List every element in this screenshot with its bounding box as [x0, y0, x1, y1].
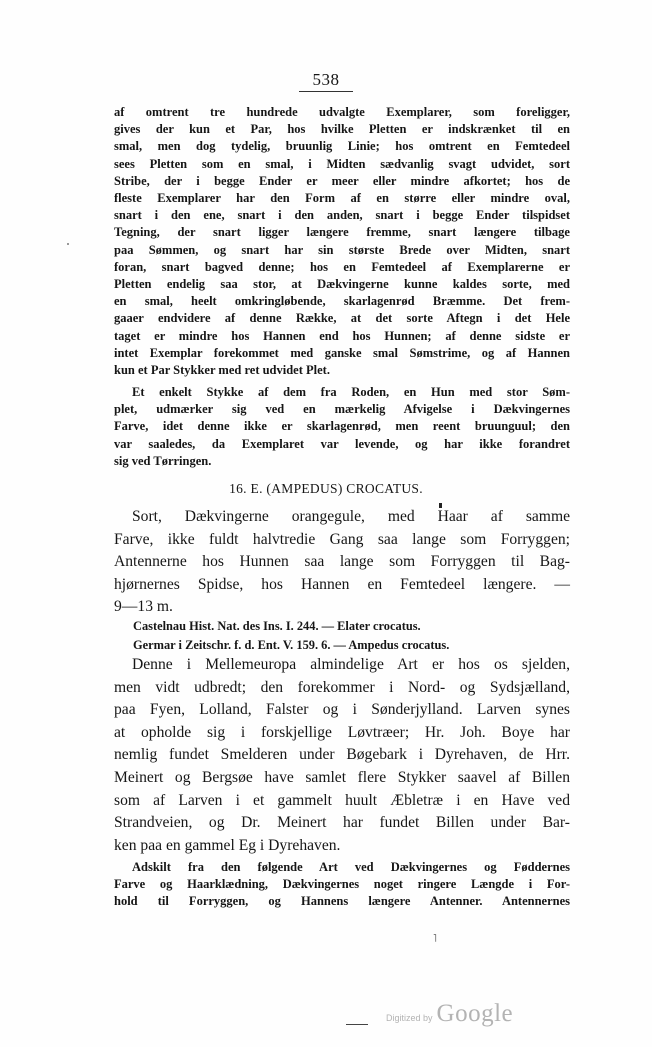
text-line: smal, men dog tydelig, bruunlig Linie; hos omtrent en Femtedeel — [114, 139, 570, 154]
text-line: snart i den ene, snart i den anden, snart i begge Ender tilspidset — [114, 208, 570, 223]
text-line: fleste Exemplarer har den Form af en større eller mindre oval, — [114, 191, 570, 206]
text-line: sees Pletten som en smal, i Midten sædvanlig svagt udvidet, sort — [114, 156, 570, 171]
text-line: Antennerne hos Hunnen saa lange som Forryggen til Bag- — [114, 553, 570, 571]
text-line: gives der kun et Par, hos hvilke Pletten er indskrænket til en — [114, 122, 570, 137]
literature-references — [133, 617, 570, 655]
text-line: Farve, idet denne ikke er skarlagenrød, men reent bruunguul; den — [114, 419, 570, 434]
google-logo: Google — [436, 1000, 514, 1027]
paragraph-distinction — [114, 859, 570, 911]
text-line: foran, snart bagved denne; hos en Femtedeel af Exemplarerne er — [114, 259, 570, 274]
species-heading: 16. E. (AMPEDUS) CROCATUS. — [229, 481, 423, 496]
text-line: Tegning, der snart ligger længere fremme, snart længere tilbage — [114, 225, 570, 240]
text-line: Farve og Haarklædning, Dækvingernes noget ringere Længde i For- — [114, 877, 570, 892]
paragraph-distribution — [114, 654, 570, 857]
text-line: sig ved Tørringen. — [114, 453, 212, 468]
text-line: Et enkelt Stykke af dem fra Roden, en Hun med stor Søm- — [132, 385, 570, 399]
text-line: Denne i Mellemeuropa almindelige Art er hos os sjelden, — [132, 656, 570, 673]
text-line: at opholde sig i forskjellige Løvtræer; Hr. Joh. Boye har — [114, 723, 570, 741]
text-line: 9—13 m. — [114, 598, 173, 616]
text-line: kun et Par Stykker med ret udvidet Plet. — [114, 363, 330, 378]
text-line: Strandveien, og Dr. Meinert har fundet Billen under Bar- — [114, 814, 570, 832]
footer-rule — [346, 1024, 368, 1025]
species-description — [114, 506, 570, 619]
text-line: plet, udmærker sig ved en mærkelig Afvigelse i Dækvingernes — [114, 402, 570, 417]
text-line: men vidt udbredt; den forekommer i Nord- og Sydsjælland, — [114, 678, 570, 696]
paragraph-eye-spot-variation — [114, 104, 570, 379]
text-line: af omtrent tre hundrede udvalgte Exemplarer, som foreligger, — [114, 105, 570, 119]
text-line: taget er mindre hos Hannen end hos Hunnen; af denne sidste er — [114, 328, 570, 343]
watermark-prefix: Digitized by — [386, 1013, 433, 1023]
margin-speck — [67, 243, 69, 245]
text-line: hjørnernes Spidse, hos Hannen en Femtedeel længere. — — [114, 575, 570, 593]
text-line: Meinert og Bergsøe have samlet flere Stykker saavel af Billen — [114, 768, 570, 786]
text-line: paa Sømmen, og snart har sin største Brede over Midten, snart — [114, 242, 570, 257]
text-line: Adskilt fra den følgende Art ved Dækvingernes og Føddernes — [132, 860, 570, 874]
text-line: var saaledes, da Exemplaret var levende, og har ikke forandret — [114, 436, 570, 451]
text-line: paa Fyen, Lolland, Falster og i Sønderjylland. Larven synes — [114, 701, 570, 719]
page-number: 538 — [0, 70, 652, 92]
text-line: intet Exemplar forekommet med ganske smal Sømstrime, og af Hannen — [114, 345, 570, 360]
text-line: ken paa en gammel Eg i Dyrehaven. — [114, 836, 341, 854]
paragraph-colour-aberration — [114, 384, 570, 470]
text-line: en smal, heelt omkringløbende, skarlagenrød Bræmme. Det frem- — [114, 294, 570, 309]
text-line: Sort, Dækvingerne orangegule, med Haar af samme — [132, 508, 570, 525]
text-line: nemlig fundet Smelderen under Bøgebark i Dyrehaven, de Hrr. — [114, 746, 570, 764]
footer-mark: ˥ — [433, 934, 437, 945]
digitized-by-google-watermark — [386, 1000, 513, 1028]
text-line: hold til Forryggen, og Hannens længere Antenner. Antennernes — [114, 894, 570, 909]
reference-line: Castelnau Hist. Nat. des Ins. I. 244. — Elater crocatus. — [133, 619, 421, 633]
text-line: Farve, ikke fuldt halvtredie Gang saa lange som Forryggen; — [114, 530, 570, 548]
text-line: som af Larven i et gammelt huult Æbletræ i en Have ved — [114, 791, 570, 809]
text-line: Stribe, der i begge Ender er meer eller mindre afkortet; hos de — [114, 173, 570, 188]
text-line: Pletten endelig saa stor, at Dækvingerne kunne kaldes sorte, med — [114, 277, 570, 292]
reference-line: Germar i Zeitschr. f. d. Ent. V. 159. 6. — Ampedus crocatus. — [133, 637, 450, 652]
text-line: gaaer endvidere af denne Række, at det sorte Aftegn i det Hele — [114, 311, 570, 326]
